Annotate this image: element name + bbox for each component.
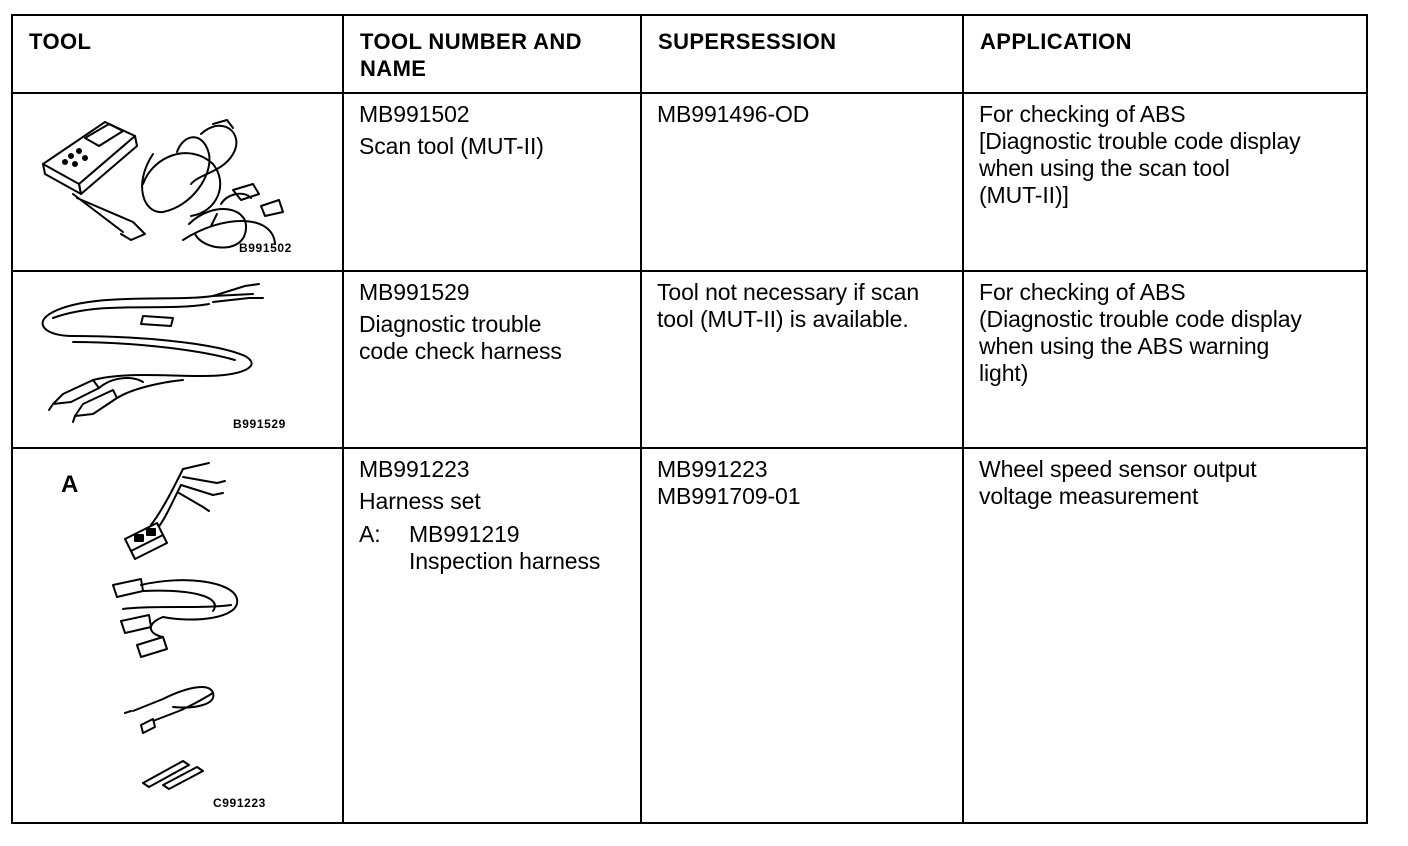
application-line: when using the ABS warning [979, 333, 1270, 359]
header-row [13, 16, 1366, 93]
table-row [13, 93, 1366, 271]
header-supersession: SUPERSESSION [641, 16, 963, 93]
check-harness-drawing [13, 272, 339, 448]
figure-code: C991223 [213, 796, 266, 810]
application-line: (MUT-II)] [979, 182, 1069, 208]
sub-tool-name: Inspection harness [409, 548, 601, 574]
application-cell [963, 271, 1366, 448]
supersession-value: MB991496-OD [657, 101, 810, 127]
tool-number-and-name-cell [343, 448, 641, 822]
tools-table [13, 16, 1366, 822]
special-tools-table [11, 14, 1368, 824]
supersession-cell [641, 271, 963, 448]
table-row [13, 271, 1366, 448]
tool-name: Diagnostic trouble [359, 311, 542, 337]
application-line: when using the scan tool [979, 155, 1230, 181]
supersession-cell [641, 448, 963, 822]
supersession-value: Tool not necessary if scan [657, 279, 920, 305]
application-line: voltage measurement [979, 483, 1199, 509]
tool-name: Harness set [359, 488, 481, 514]
application-cell [963, 448, 1366, 822]
tool-number: MB991529 [359, 279, 470, 305]
table-row [13, 448, 1366, 822]
application-line: For checking of ABS [979, 279, 1186, 305]
supersession-value: MB991709-01 [657, 483, 801, 509]
harness-set-drawing [13, 449, 339, 825]
figure-code: B991502 [239, 241, 292, 255]
figure-label: A [61, 471, 79, 498]
application-line: light) [979, 360, 1029, 386]
tool-illustration-scan-tool [13, 93, 343, 271]
header-application: APPLICATION [963, 16, 1366, 93]
supersession-cell [641, 93, 963, 271]
tool-name: Scan tool (MUT-II) [359, 133, 544, 159]
tool-number-and-name-cell [343, 93, 641, 271]
header-tool-number-and-name: TOOL NUMBER AND NAME [343, 16, 641, 93]
tool-illustration-harness-set [13, 448, 343, 822]
tool-number: MB991502 [359, 101, 470, 127]
application-cell [963, 93, 1366, 271]
tool-illustration-check-harness [13, 271, 343, 448]
tool-number: MB991223 [359, 456, 470, 482]
application-line: Wheel speed sensor output [979, 456, 1257, 482]
sub-tool-number: MB991219 [409, 521, 520, 547]
sub-tool [359, 521, 628, 575]
tool-number-and-name-cell [343, 271, 641, 448]
supersession-value: MB991223 [657, 456, 768, 482]
supersession-value: tool (MUT-II) is available. [657, 306, 909, 332]
application-line: For checking of ABS [979, 101, 1186, 127]
application-line: (Diagnostic trouble code display [979, 306, 1302, 332]
sub-tool-prefix: A: [359, 521, 381, 547]
tool-name: code check harness [359, 338, 562, 364]
header-tool: TOOL [13, 16, 343, 93]
figure-code: B991529 [233, 417, 286, 431]
application-line: [Diagnostic trouble code display [979, 128, 1301, 154]
